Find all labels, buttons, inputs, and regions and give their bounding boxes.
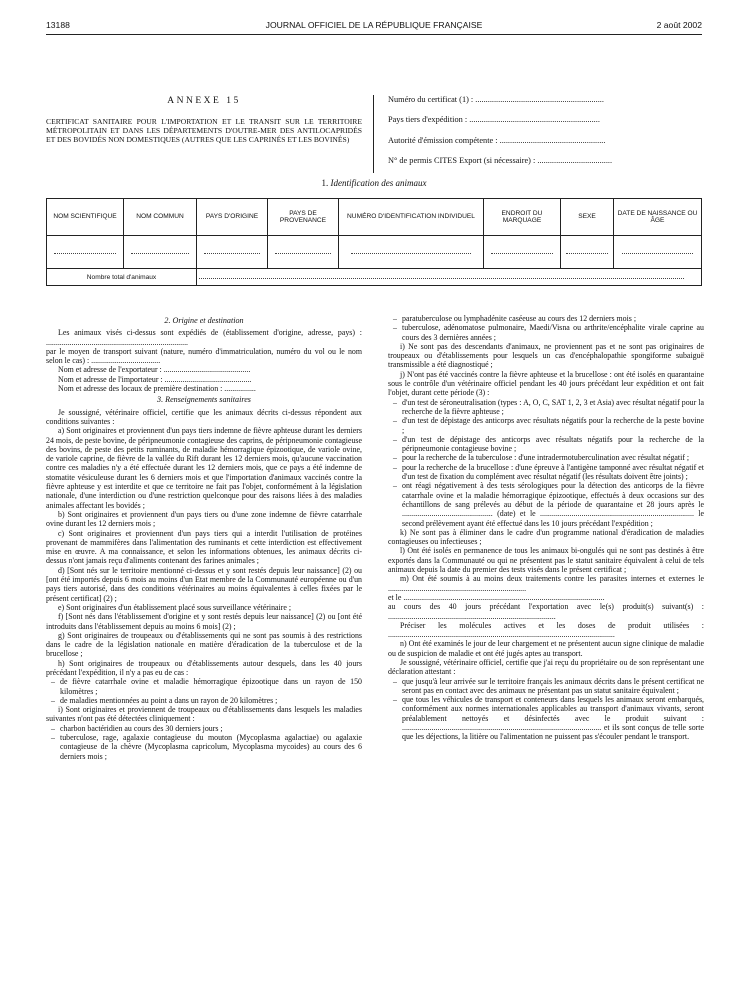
vertical-separator (373, 95, 374, 173)
issue-date: 2 août 2002 (656, 20, 702, 30)
paragraph: a) Sont originaires et proviennent d'un pays tiers indemne de fièvre aphteuse durant les derniers 24 mois, de peste bovine, de péripneumonie contagieuse des caprins, de péripneumonie contagieuse des bovins, de peste des petits ruminants, de maladie hémorragique épizootique, de variole ovine, de variole caprine, de fièvre de la vallée du Rift durant les 12 derniers mois, qu'aucune vaccination contre ces maladies n'y a été effectuée durant les 12 derniers mois, que ce pays a été indemne de stomatite vésiculeuse durant les 6 derniers mois et que l'importation d'animaux vaccinés contre la fièvre aphteuse y est interdite et que ce territoire ne fait pas l'objet, conformément à la législation nationale, d'une interdiction ou d'une restriction quelconque pour des raisons liées à des maladies animales affectant les bovidés ; (46, 426, 362, 510)
table-cell (339, 236, 484, 269)
paragraph: m) Ont été soumis à au moins deux traitements contre les parasites internes et externes le ...................................................................... (388, 574, 704, 593)
table-cell (47, 236, 124, 269)
total-animals-value (197, 269, 702, 286)
header-rule (46, 34, 702, 35)
annexe-title: ANNEXE 15 (167, 96, 241, 106)
section-1-heading: 1. Identification des animaux (321, 178, 427, 188)
paragraph: Nom et adresse de l'importateur : ............................................ (58, 374, 252, 384)
paragraph: i) Ne sont pas des descendants d'animaux, ne proviennent pas et ne sont pas originaires de troupeaux ou d'établissements pour lesquels un cas d'encéphalopathie spongiforme subaiguë transmissible a été diagnostiqué ; (388, 341, 704, 370)
list-item: – tuberculose, adénomatose pulmonaire, Maedi/Visna ou arthrite/encéphalite virale caprine au cours des 3 dernières années ; (402, 323, 704, 342)
issuing-authority-field: Autorité d'émission compétente : ................................................... (388, 136, 606, 145)
paragraph: f) [Sont nés dans l'établissement d'origine et y sont restés depuis leur naissance] (2) ou [ont été introduits dans l'établissement depuis au moins 6 mois] (2) ; (46, 612, 362, 631)
bullet-list (388, 677, 704, 742)
list-item: – ont réagi négativement à des tests sérologiques pour la détection des anticorps de la fièvre catarrhale ovine et la maladie hémorragique épizootique, effectués à deux occasions sur des échantillons de sang prélevés au début de la période de quarantaine et 28 jours après le .............................................. (date) et le .............................................................................. le second prélèvement ayant été effectué dans les 10 jours précédant l'expédition ; (402, 481, 704, 527)
list-item: – pour la recherche de la tuberculose : d'une intradermotuberculination avec résultat négatif ; (402, 453, 704, 462)
bullet-list (388, 398, 704, 528)
table-cell (197, 236, 268, 269)
table-cell (484, 236, 561, 269)
paragraph: et le ...................................................................................................... (388, 592, 605, 602)
header-country-origin: PAYS D'ORIGINE (197, 199, 268, 236)
paragraph: i) Sont originaires et proviennent de troupeaux ou d'établissements dans lesquels les maladies suivantes n'ont pas été détectées cliniquement : (46, 705, 362, 724)
page-number: 13188 (46, 20, 70, 30)
list-item: – que jusqu'à leur arrivée sur le territoire français les animaux décrits dans le présent certificat ne seront pas en contact avec des animaux ne présentant pas un statut sanitaire équivalent ; (402, 677, 704, 696)
header-sex: SEXE (561, 199, 614, 236)
list-item: – pour la recherche de la brucellose : d'une épreuve à l'antigène tamponné avec résultat négatif et d'un test de fixation du complément avec résultat négatif (les résultats doivent être joints) ; (402, 463, 704, 482)
paragraph: au cours des 40 jours précédant l'exportation avec le(s) produit(s) suivant(s) : ..................................................................................... (388, 602, 704, 621)
left-column (46, 314, 362, 761)
dispatch-country-field: Pays tiers d'expédition : ............................................................... (388, 115, 600, 124)
paragraph: Préciser les molécules actives et les doses de produit utilisées : ................................................................................................................... (388, 620, 704, 640)
table-row (47, 236, 702, 269)
section-heading: 2. Origine et destination (164, 316, 244, 325)
table-header-row (47, 199, 702, 236)
bullet-list (46, 724, 362, 761)
certificate-number-field: Numéro du certificat (1) : .............................................................. (388, 95, 604, 104)
paragraph: l) Ont été isolés en permanence de tous les animaux bi-ongulés qui ne sont pas destinés à être exportés dans la Communauté ou qui ne présentent pas le statut sanitaire équivalent à celui de tels animaux depuis la date du premier des tests visés dans le présent certificat ; (388, 546, 704, 575)
animal-identification-table (46, 198, 702, 286)
paragraph: Les animaux visés ci-dessus sont expédiés de (établissement d'origine, adresse, pays) : ........................................................................ (46, 328, 362, 347)
page-header (46, 20, 702, 32)
list-item: – paratuberculose ou lymphadénite caséeuse au cours des 12 derniers mois ; (402, 314, 704, 323)
paragraph: h) Sont originaires de troupeaux ou d'établissements autour desquels, dans les 40 jours précédant l'expédition, il n'y a pas eu de cas : (46, 658, 362, 677)
list-item: – d'un test de séroneutralisation (types : A, O, C, SAT 1, 2, 3 et Asia) avec résultat négatif pour la recherche de la fièvre aphteuse ; (402, 398, 704, 417)
paragraph: d) [Sont nés sur le territoire mentionné ci-dessus et y sont restés depuis leur naissance] (2) ou [ont été importés depuis 6 mois au moins d'un Etat membre de la Communauté européenne ou d'un pays tiers autorisé, dans des conditions vétérinaires au moins équivalentes à celles fixées par le présent certificat] (2) ; (46, 565, 362, 603)
paragraph: g) Sont originaires de troupeaux ou d'établissements qui ne sont pas soumis à des restrictions dans le cadre de la législation nationale en matière d'éradication de la tuberculose et de la brucellose ; (46, 630, 362, 659)
section-heading: 3. Renseignements sanitaires (157, 395, 251, 405)
header-country-provenance: PAYS DE PROVENANCE (268, 199, 339, 236)
list-item: – de maladies mentionnées au point a dans un rayon de 20 kilomètres ; (60, 696, 362, 705)
header-identification-number: NUMÉRO D'IDENTIFICATION INDIVIDUEL (339, 199, 484, 236)
list-item: – d'un test de dépistage des anticorps avec résultats négatifs pour la recherche de la peste bovine ; (402, 416, 704, 435)
paragraph: Je soussigné, vétérinaire officiel, certifie que j'ai reçu du propriétaire ou de son représentant une déclaration attestant : (388, 657, 704, 677)
cites-permit-field: N° de permis CITES Export (si nécessaire) : .................................... (388, 156, 613, 165)
paragraph: n) Ont été examinés le jour de leur chargement et ne présentent aucun signe clinique de maladie ou de suspicion de maladie et ont été jugés aptes au transport. (388, 639, 704, 658)
header-marking-location: ENDROIT DU MARQUAGE (484, 199, 561, 236)
total-row (47, 269, 702, 286)
header-birth-date: DATE DE NAISSANCE OU ÂGE (614, 199, 702, 236)
header-scientific-name: NOM SCIENTIFIQUE (47, 199, 124, 236)
list-item: – charbon bactéridien au cours des 30 derniers jours ; (60, 724, 362, 733)
bullet-list (46, 677, 362, 705)
list-item: – d'un test de dépistage des anticorps avec résultats négatifs pour la recherche de la péripneumonie contagieuse bovine ; (402, 435, 704, 454)
paragraph: c) Sont originaires et proviennent d'un pays tiers qui a interdit l'utilisation de protéines provenant de mammifères dans l'alimentation des ruminants et cette interdiction est effectivement mise en œuvre. A ma connaissance, et selon les informations obtenues, les animaux décrits ci-dessus n'ont jamais reçu d'aliments contenant des farines animales ; (46, 528, 362, 566)
bullet-list (388, 314, 704, 342)
paragraph: par le moyen de transport suivant (nature, numéro d'immatriculation, numéro du vol ou le nom selon le cas) : ................................... (46, 346, 362, 366)
paragraph: Nom et adresse de l'exportateur : ............................................ (58, 365, 251, 375)
list-item: – que tous les véhicules de transport et conteneurs dans lesquels les animaux seront embarqués, conformément aux normes internationales applicables au transport d'animaux vivants, seront préalablement nettoyés et désinfectés avec le produit suivant : ..................................................................................................... et ils sont conçus de telle sorte que les déjections, la litière ou l'alimentation ne puissent pas s'écouler pendant le transport. (402, 695, 704, 741)
list-item: – de fièvre catarrhale ovine et maladie hémorragique épizootique dans un rayon de 150 kilomètres ; (60, 677, 362, 696)
paragraph: b) Sont originaires et proviennent d'un pays tiers ou d'une zone indemne de fièvre catarrhale ovine durant les 12 derniers mois ; (46, 509, 362, 529)
right-column (388, 314, 704, 742)
list-item: – tuberculose, rage, agalaxie contagieuse du mouton (Mycoplasma agalactiae) ou agalaxie contagieuse de la chèvre (Mycoplasma capricolum, Mycoplasma mycoides) au cours des 6 derniers mois ; (60, 733, 362, 761)
paragraph: Je soussigné, vétérinaire officiel, certifie que les animaux décrits ci-dessus répondent aux conditions suivantes : (46, 407, 362, 426)
total-animals-label: Nombre total d'animaux (47, 269, 197, 286)
header-common-name: NOM COMMUN (124, 199, 197, 236)
table-cell (614, 236, 702, 269)
paragraph: j) N'ont pas été vaccinés contre la fièvre aphteuse et la brucellose : ont été isolés en quarantaine sous le contrôle d'un vétérinaire officiel pendant les 40 jours précédant leur expédition et ont fait l'objet, durant cette période (3) : (388, 369, 704, 398)
journal-title: JOURNAL OFFICIEL DE LA RÉPUBLIQUE FRANÇAISE (265, 20, 483, 30)
table-cell (268, 236, 339, 269)
table-cell (561, 236, 614, 269)
certificate-title: CERTIFICAT SANITAIRE POUR L'IMPORTATION ET LE TRANSIT SUR LE TERRITOIRE MÉTROPOLITAIN ET DANS LES DÉPARTEMENTS D'OUTRE-MER DES ANTILOCAPRIDÉS ET DES BOVIDÉS NON DOMESTIQUES (AUTRES QUE LES CAPRINÉS ET LES BOVINÉS) (46, 117, 362, 145)
paragraph: e) Sont originaires d'un établissement placé sous surveillance vétérinaire ; (58, 602, 292, 612)
paragraph: k) Ne sont pas à éliminer dans le cadre d'un programme national d'éradication de maladies contagieuses ou infectieuses ; (388, 527, 704, 547)
paragraph: Nom et adresse des locaux de première destination : ................ (58, 384, 256, 394)
table-cell (124, 236, 197, 269)
